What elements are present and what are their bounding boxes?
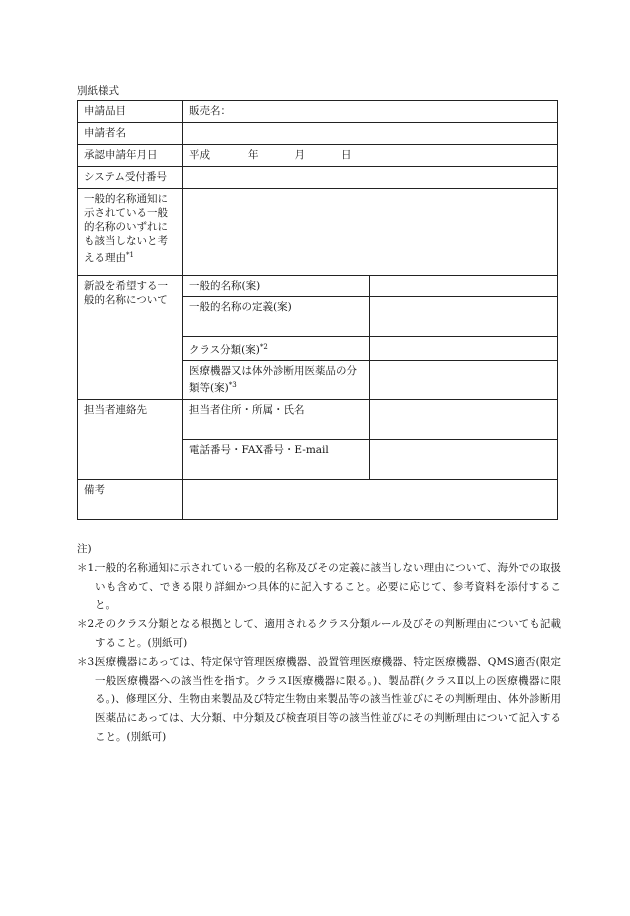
- row-reason: [78, 189, 558, 276]
- note-text: 医療機器にあっては、特定保守管理医療機器、設置管理医療機器、特定医療機器、QMS適否(限定一般医療機器への該当性を指す。クラスⅠ医療機器に限る。)、製品群(クラスⅡ以上の医療機器に限る。)、修理区分、生物由来製品及び特定生物由来製品等の該当性並びにその判断理由、体外診断用医薬品にあっては、大分類、中分類及び検査項目等の該当性並びにその判断理由について記入すること。(別紙可): [95, 655, 561, 743]
- contact-label: 担当者連絡先: [78, 400, 183, 480]
- applicant-label: 申請者名: [78, 123, 183, 145]
- notes-heading: 注): [77, 543, 92, 555]
- proposed-name-value[interactable]: [370, 276, 558, 297]
- row-contact-address: [78, 400, 558, 440]
- row-remarks: [78, 480, 558, 520]
- approval-date-value[interactable]: [183, 145, 558, 167]
- approval-date-label: 承認申請年月日: [78, 145, 183, 167]
- category-label: 医療機器又は体外診断用医薬品の分類等(案)$^{*3}$: [183, 361, 370, 400]
- proposed-definition-value[interactable]: [370, 297, 558, 337]
- row-applicant: [78, 123, 558, 145]
- class-value[interactable]: [370, 337, 558, 361]
- reason-label: 一般的名称通知に示されている一般的名称のいずれにも該当しないと考える理由$^{*1}$: [78, 189, 183, 276]
- application-form-table: [77, 100, 558, 520]
- note-item: [77, 615, 561, 653]
- applicant-value[interactable]: [183, 123, 558, 145]
- row-system-number: [78, 167, 558, 189]
- product-label: 申請品目: [78, 101, 183, 123]
- category-value[interactable]: [370, 361, 558, 400]
- footnote-mark-3: *3: [228, 381, 237, 389]
- contact-address-value[interactable]: [370, 400, 558, 440]
- note-text: 一般的名称通知に示されている一般的名称及びその定義に該当しない理由について、海外での取扱いも含めて、できる限り詳細かつ具体的に記入すること。必要に応じて、参考資料を添付すること。: [95, 561, 561, 612]
- contact-phone-value[interactable]: [370, 440, 558, 480]
- new-name-label: 新設を希望する一般的名称について: [78, 276, 183, 400]
- class-label: クラス分類(案)$^{*2}$: [183, 337, 370, 361]
- date-era: 平成: [189, 149, 210, 161]
- row-approval-date: [78, 145, 558, 167]
- contact-phone-label: 電話番号・FAX番号・E-mail: [183, 440, 370, 480]
- remarks-label: 備考: [78, 480, 183, 520]
- note-item: [77, 653, 561, 747]
- product-value[interactable]: 販売名：: [183, 101, 558, 123]
- note-text: そのクラス分類となる根拠として、適用されるクラス分類ルール及びその判断理由についても記載すること。(別紙可): [95, 618, 561, 649]
- remarks-value[interactable]: [183, 480, 558, 520]
- proposed-name-label: 一般的名称(案): [183, 276, 370, 297]
- date-month: 月: [294, 149, 305, 161]
- row-product: [78, 101, 558, 123]
- date-day: 日: [341, 149, 352, 161]
- note-mark: ＊2.: [77, 618, 98, 631]
- footnote-mark-1: *1: [126, 251, 134, 259]
- footnote-mark-2: *2: [259, 343, 268, 351]
- form-title: 別紙様式: [77, 85, 119, 97]
- notes-section: [77, 540, 561, 747]
- note-item: [77, 559, 561, 615]
- proposed-definition-label: 一般的名称の定義(案): [183, 297, 370, 337]
- contact-address-label: 担当者住所・所属・氏名: [183, 400, 370, 440]
- reason-value[interactable]: [183, 189, 558, 276]
- note-mark: ＊3.: [77, 655, 98, 668]
- system-number-label: システム受付番号: [78, 167, 183, 189]
- date-year: 年: [248, 149, 259, 161]
- row-proposed-name: [78, 276, 558, 297]
- system-number-value[interactable]: [183, 167, 558, 189]
- note-mark: ＊1.: [77, 561, 98, 574]
